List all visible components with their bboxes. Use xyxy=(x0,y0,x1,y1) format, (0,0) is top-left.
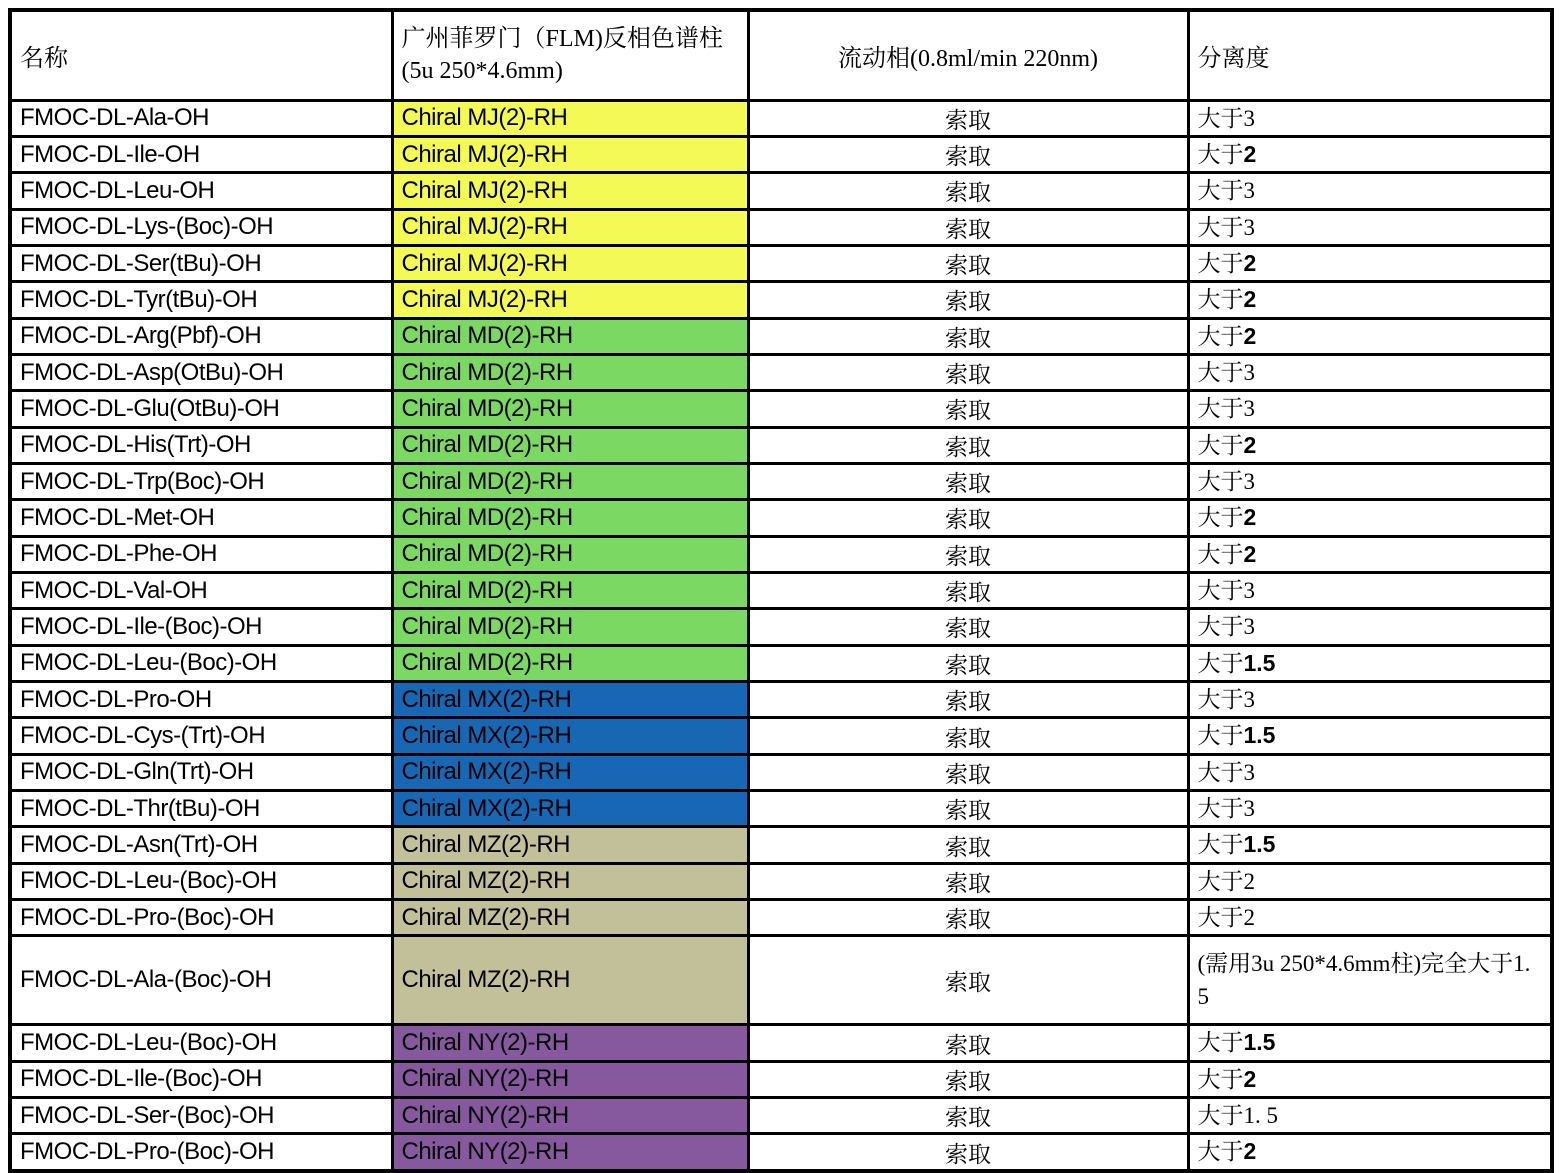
header-mobile-phase: 流动相(0.8ml/min 220nm) xyxy=(748,10,1188,100)
mobile-phase-cell: 索取 xyxy=(748,136,1188,172)
column-type-cell: Chiral MX(2)-RH xyxy=(392,682,748,718)
resolution-value: 1.5 xyxy=(1243,1029,1276,1056)
compound-name-cell: FMOC-DL-Ile-(Boc)-OH xyxy=(10,1061,392,1097)
resolution-prefix: 大于 xyxy=(1197,1066,1244,1092)
column-type-cell: Chiral MD(2)-RH xyxy=(392,609,748,645)
header-name: 名称 xyxy=(10,10,392,100)
mobile-phase-cell: 索取 xyxy=(748,100,1188,136)
table-row xyxy=(10,100,1552,136)
resolution-value: 2 xyxy=(1243,249,1257,276)
column-type-cell: Chiral MJ(2)-RH xyxy=(392,173,748,209)
table-row xyxy=(10,282,1552,318)
resolution-prefix: 大于 xyxy=(1197,614,1244,640)
compound-name-cell: FMOC-DL-Thr(tBu)-OH xyxy=(10,791,392,827)
resolution-cell xyxy=(1188,827,1552,863)
mobile-phase-cell: 索取 xyxy=(748,427,1188,463)
compound-name-cell: FMOC-DL-Met-OH xyxy=(10,500,392,536)
table-body xyxy=(10,100,1552,1171)
resolution-cell xyxy=(1188,245,1552,281)
table-row xyxy=(10,1134,1552,1171)
mobile-phase-cell: 索取 xyxy=(748,791,1188,827)
compound-name-cell: FMOC-DL-Asp(OtBu)-OH xyxy=(10,354,392,390)
resolution-cell xyxy=(1188,282,1552,318)
table-row xyxy=(10,682,1552,718)
resolution-value: 3 xyxy=(1243,178,1255,204)
mobile-phase-cell: 索取 xyxy=(748,754,1188,790)
table-row xyxy=(10,863,1552,899)
resolution-value: 3 xyxy=(1243,105,1255,131)
table-row xyxy=(10,245,1552,281)
table-row xyxy=(10,827,1552,863)
resolution-cell xyxy=(1188,173,1552,209)
table-row xyxy=(10,354,1552,390)
table-row xyxy=(10,791,1552,827)
mobile-phase-cell: 索取 xyxy=(748,718,1188,754)
table-row xyxy=(10,936,1552,1025)
column-type-cell: Chiral MD(2)-RH xyxy=(392,572,748,608)
table-row xyxy=(10,1025,1552,1061)
resolution-value: 3 xyxy=(1243,359,1255,385)
table-row xyxy=(10,391,1552,427)
resolution-prefix: 大于 xyxy=(1197,723,1244,749)
column-type-cell: Chiral MD(2)-RH xyxy=(392,354,748,390)
resolution-cell xyxy=(1188,791,1552,827)
column-type-cell: Chiral MD(2)-RH xyxy=(392,463,748,499)
resolution-value: 2 xyxy=(1243,905,1255,931)
table-row xyxy=(10,463,1552,499)
column-type-cell: Chiral MZ(2)-RH xyxy=(392,900,748,936)
compound-name-cell: FMOC-DL-His(Trt)-OH xyxy=(10,427,392,463)
mobile-phase-cell: 索取 xyxy=(748,354,1188,390)
column-type-cell: Chiral MD(2)-RH xyxy=(392,391,748,427)
column-type-cell: Chiral NY(2)-RH xyxy=(392,1134,748,1171)
header-column-type-line1: 广州菲罗门（FLM)反相色谱柱 xyxy=(401,25,723,52)
mobile-phase-cell: 索取 xyxy=(748,1025,1188,1061)
column-type-cell: Chiral MZ(2)-RH xyxy=(392,863,748,899)
resolution-cell xyxy=(1188,318,1552,354)
table-row xyxy=(10,1098,1552,1134)
column-type-cell: Chiral MD(2)-RH xyxy=(392,645,748,681)
compound-name-cell: FMOC-DL-Leu-(Boc)-OH xyxy=(10,1025,392,1061)
resolution-value: 3 xyxy=(1243,796,1255,822)
compound-name-cell: FMOC-DL-Gln(Trt)-OH xyxy=(10,754,392,790)
resolution-prefix: 大于 xyxy=(1197,868,1244,894)
resolution-cell xyxy=(1188,936,1552,1025)
table-row xyxy=(10,900,1552,936)
column-type-cell: Chiral MJ(2)-RH xyxy=(392,136,748,172)
column-type-cell: Chiral MJ(2)-RH xyxy=(392,209,748,245)
table-row xyxy=(10,718,1552,754)
compound-name-cell: FMOC-DL-Pro-(Boc)-OH xyxy=(10,1134,392,1171)
resolution-prefix: 大于 xyxy=(1197,1103,1244,1129)
resolution-value: 3 xyxy=(1243,759,1255,785)
compound-name-cell: FMOC-DL-Tyr(tBu)-OH xyxy=(10,282,392,318)
resolution-cell xyxy=(1188,1025,1552,1061)
resolution-value: 2 xyxy=(1243,868,1255,894)
compound-name-cell: FMOC-DL-Leu-OH xyxy=(10,173,392,209)
compound-name-cell: FMOC-DL-Ser(tBu)-OH xyxy=(10,245,392,281)
mobile-phase-cell: 索取 xyxy=(748,1098,1188,1134)
resolution-value: 1.5 xyxy=(1243,722,1276,749)
column-type-cell: Chiral MX(2)-RH xyxy=(392,754,748,790)
compound-name-cell: FMOC-DL-Ala-OH xyxy=(10,100,392,136)
mobile-phase-cell: 索取 xyxy=(748,900,1188,936)
mobile-phase-cell: 索取 xyxy=(748,863,1188,899)
chromatography-table xyxy=(8,8,1554,1173)
resolution-prefix: 大于 xyxy=(1197,577,1244,603)
resolution-prefix: 大于 xyxy=(1197,178,1244,204)
resolution-prefix: 大于 xyxy=(1197,250,1244,276)
resolution-prefix: 大于 xyxy=(1197,832,1244,858)
resolution-cell xyxy=(1188,209,1552,245)
column-type-cell: Chiral MJ(2)-RH xyxy=(392,245,748,281)
table-row xyxy=(10,609,1552,645)
header-column-type-line2: (5u 250*4.6mm) xyxy=(401,58,563,85)
resolution-prefix: 大于 xyxy=(1197,796,1244,822)
mobile-phase-cell: 索取 xyxy=(748,173,1188,209)
resolution-prefix: 大于 xyxy=(1197,505,1244,531)
mobile-phase-cell: 索取 xyxy=(748,827,1188,863)
table-row xyxy=(10,318,1552,354)
resolution-cell xyxy=(1188,427,1552,463)
resolution-cell xyxy=(1188,863,1552,899)
mobile-phase-cell: 索取 xyxy=(748,245,1188,281)
table-row xyxy=(10,536,1552,572)
resolution-value: 2 xyxy=(1243,431,1257,458)
column-type-cell: Chiral MZ(2)-RH xyxy=(392,936,748,1025)
compound-name-cell: FMOC-DL-Phe-OH xyxy=(10,536,392,572)
resolution-value: 2 xyxy=(1243,140,1257,167)
resolution-value: 2 xyxy=(1243,286,1257,313)
resolution-prefix: 大于 xyxy=(1197,323,1244,349)
mobile-phase-cell: 索取 xyxy=(748,209,1188,245)
resolution-value: 2 xyxy=(1243,504,1257,531)
table-row xyxy=(10,572,1552,608)
resolution-value: 3 xyxy=(1243,214,1255,240)
resolution-value: 2 xyxy=(1243,540,1257,567)
resolution-prefix: 大于 xyxy=(1197,359,1244,385)
resolution-cell xyxy=(1188,1061,1552,1097)
resolution-prefix: (需用3u 250*4.6mm柱)完全大于 xyxy=(1197,951,1514,977)
compound-name-cell: FMOC-DL-Pro-OH xyxy=(10,682,392,718)
mobile-phase-cell: 索取 xyxy=(748,536,1188,572)
compound-name-cell: FMOC-DL-Ala-(Boc)-OH xyxy=(10,936,392,1025)
resolution-cell xyxy=(1188,536,1552,572)
resolution-cell xyxy=(1188,500,1552,536)
column-type-cell: Chiral MD(2)-RH xyxy=(392,427,748,463)
resolution-cell xyxy=(1188,572,1552,608)
compound-name-cell: FMOC-DL-Val-OH xyxy=(10,572,392,608)
table-row xyxy=(10,136,1552,172)
mobile-phase-cell: 索取 xyxy=(748,936,1188,1025)
resolution-value: 1.5 xyxy=(1243,649,1276,676)
column-type-cell: Chiral MJ(2)-RH xyxy=(392,282,748,318)
resolution-value: 2 xyxy=(1243,1138,1257,1165)
mobile-phase-cell: 索取 xyxy=(748,282,1188,318)
resolution-prefix: 大于 xyxy=(1197,687,1244,712)
mobile-phase-cell: 索取 xyxy=(748,500,1188,536)
compound-name-cell: FMOC-DL-Ile-OH xyxy=(10,136,392,172)
compound-name-cell: FMOC-DL-Leu-(Boc)-OH xyxy=(10,645,392,681)
compound-name-cell: FMOC-DL-Trp(Boc)-OH xyxy=(10,463,392,499)
table-row xyxy=(10,173,1552,209)
table-row xyxy=(10,645,1552,681)
resolution-cell xyxy=(1188,645,1552,681)
resolution-prefix: 大于 xyxy=(1197,1030,1244,1056)
mobile-phase-cell: 索取 xyxy=(748,1134,1188,1171)
resolution-prefix: 大于 xyxy=(1197,432,1244,458)
resolution-prefix: 大于 xyxy=(1197,396,1244,422)
column-type-cell: Chiral NY(2)-RH xyxy=(392,1098,748,1134)
mobile-phase-cell: 索取 xyxy=(748,609,1188,645)
mobile-phase-cell: 索取 xyxy=(748,318,1188,354)
column-type-cell: Chiral NY(2)-RH xyxy=(392,1025,748,1061)
column-type-cell: Chiral MZ(2)-RH xyxy=(392,827,748,863)
resolution-prefix: 大于 xyxy=(1197,759,1244,785)
resolution-value: 3 xyxy=(1243,396,1255,422)
compound-name-cell: FMOC-DL-Arg(Pbf)-OH xyxy=(10,318,392,354)
column-type-cell: Chiral MD(2)-RH xyxy=(392,536,748,572)
header-resolution: 分离度 xyxy=(1188,10,1552,100)
compound-name-cell: FMOC-DL-Asn(Trt)-OH xyxy=(10,827,392,863)
compound-name-cell: FMOC-DL-Ser-(Boc)-OH xyxy=(10,1098,392,1134)
table-row xyxy=(10,427,1552,463)
resolution-prefix: 大于 xyxy=(1197,541,1244,567)
header-row xyxy=(10,10,1552,100)
resolution-value: 3 xyxy=(1243,687,1255,712)
resolution-prefix: 大于 xyxy=(1197,468,1244,494)
resolution-value: 2 xyxy=(1243,322,1257,349)
resolution-prefix: 大于 xyxy=(1197,650,1244,676)
resolution-prefix: 大于 xyxy=(1197,1139,1244,1165)
resolution-cell xyxy=(1188,754,1552,790)
resolution-cell xyxy=(1188,682,1552,718)
mobile-phase-cell: 索取 xyxy=(748,1061,1188,1097)
resolution-cell xyxy=(1188,354,1552,390)
resolution-prefix: 大于 xyxy=(1197,905,1244,931)
resolution-value: 3 xyxy=(1243,468,1255,494)
resolution-value: 3 xyxy=(1243,614,1255,640)
column-type-cell: Chiral NY(2)-RH xyxy=(392,1061,748,1097)
table-row xyxy=(10,209,1552,245)
resolution-cell xyxy=(1188,1134,1552,1171)
resolution-value: 1. 5 xyxy=(1197,951,1531,1010)
compound-name-cell: FMOC-DL-Leu-(Boc)-OH xyxy=(10,863,392,899)
resolution-cell xyxy=(1188,718,1552,754)
table-row xyxy=(10,1061,1552,1097)
resolution-prefix: 大于 xyxy=(1197,141,1244,167)
resolution-cell xyxy=(1188,1098,1552,1134)
mobile-phase-cell: 索取 xyxy=(748,391,1188,427)
column-type-cell: Chiral MJ(2)-RH xyxy=(392,100,748,136)
resolution-value: 1. 5 xyxy=(1243,1103,1278,1129)
column-type-cell: Chiral MX(2)-RH xyxy=(392,718,748,754)
mobile-phase-cell: 索取 xyxy=(748,682,1188,718)
mobile-phase-cell: 索取 xyxy=(748,463,1188,499)
header-column-type xyxy=(392,10,748,100)
resolution-value: 2 xyxy=(1243,1065,1257,1092)
resolution-cell xyxy=(1188,463,1552,499)
resolution-cell xyxy=(1188,609,1552,645)
compound-name-cell: FMOC-DL-Ile-(Boc)-OH xyxy=(10,609,392,645)
resolution-prefix: 大于 xyxy=(1197,214,1244,240)
column-type-cell: Chiral MD(2)-RH xyxy=(392,500,748,536)
resolution-cell xyxy=(1188,100,1552,136)
mobile-phase-cell: 索取 xyxy=(748,572,1188,608)
resolution-cell xyxy=(1188,136,1552,172)
resolution-prefix: 大于 xyxy=(1197,105,1244,131)
resolution-value: 3 xyxy=(1243,577,1255,603)
resolution-value: 1.5 xyxy=(1243,831,1276,858)
resolution-cell xyxy=(1188,391,1552,427)
column-type-cell: Chiral MX(2)-RH xyxy=(392,791,748,827)
table-row xyxy=(10,754,1552,790)
resolution-cell xyxy=(1188,900,1552,936)
table-header xyxy=(10,10,1552,100)
column-type-cell: Chiral MD(2)-RH xyxy=(392,318,748,354)
resolution-prefix: 大于 xyxy=(1197,287,1244,313)
compound-name-cell: FMOC-DL-Cys-(Trt)-OH xyxy=(10,718,392,754)
mobile-phase-cell: 索取 xyxy=(748,645,1188,681)
compound-name-cell: FMOC-DL-Lys-(Boc)-OH xyxy=(10,209,392,245)
table-row xyxy=(10,500,1552,536)
compound-name-cell: FMOC-DL-Glu(OtBu)-OH xyxy=(10,391,392,427)
compound-name-cell: FMOC-DL-Pro-(Boc)-OH xyxy=(10,900,392,936)
